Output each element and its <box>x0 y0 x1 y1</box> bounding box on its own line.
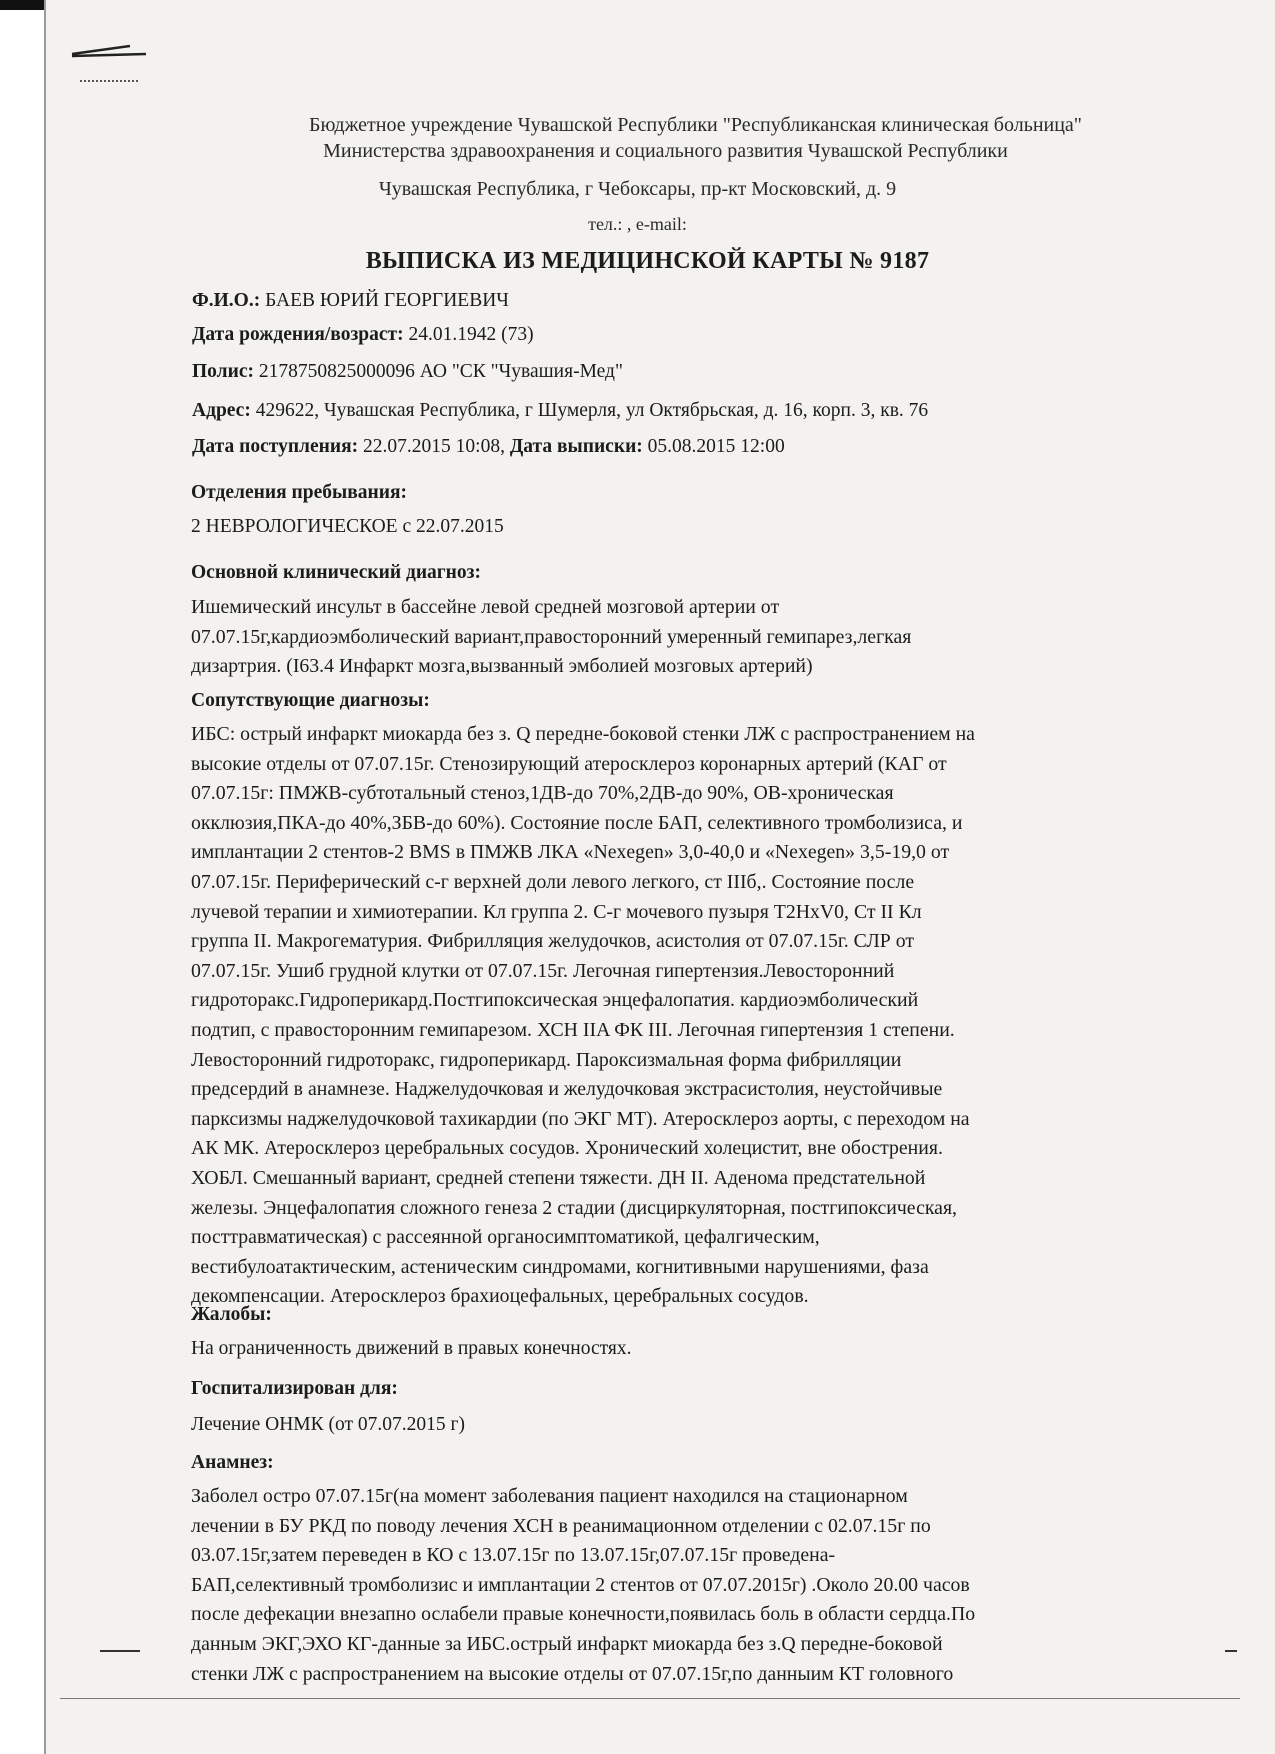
scan-top-mark <box>0 0 44 10</box>
document-title: ВЫПИСКА ИЗ МЕДИЦИНСКОЙ КАРТЫ № 9187 <box>365 248 930 274</box>
hospitalization-heading: Госпитализирован для: <box>191 1378 398 1399</box>
comorbid-line: декомпенсации. Атеросклероз брахиоцефальных, церебральных сосудов. <box>191 1285 809 1308</box>
discharge-label: Дата выписки: <box>509 436 643 457</box>
complaints-value: На ограниченность движений в правых конечностях. <box>191 1338 632 1359</box>
fio-label: Ф.И.О.: <box>192 290 261 311</box>
comorbid-line: 07.07.15г. Ушиб грудной клутки от 07.07.15г. Легочная гипертензия.Левосторонний <box>191 959 895 982</box>
comorbid-line: посттравматическая) с рассеянной органосимптоматикой, цефалгическим, <box>191 1226 820 1249</box>
patient-dates-row <box>192 436 785 458</box>
anamnesis-line: данным ЭКГ,ЭХО КГ-данные за ИБС.острый инфаркт миокарда без з.Q передне-боковой <box>191 1632 943 1655</box>
header-institution: Бюджетное учреждение Чувашской Республики "Республиканская клиническая больница" <box>309 114 1082 136</box>
patient-fio-row <box>192 290 509 312</box>
pen-stroke-icon <box>70 40 150 70</box>
main-diagnosis-heading: Основной клинический диагноз: <box>191 562 481 583</box>
comorbid-line: парксизмы наджелудочковой тахикардии (по ЭКГ МТ). Атеросклероз аорты, с переходом на <box>191 1107 970 1130</box>
anamnesis-line: стенки ЛЖ с распространением на высокие отделы от 07.07.15г,по данныим КТ головного <box>191 1662 954 1685</box>
patient-policy-row <box>192 361 623 383</box>
comorbid-line: Левосторонний гидроторакс, гидроперикард. Пароксизмальная форма фибрилляции <box>191 1048 902 1071</box>
comorbid-line: 07.07.15г. Периферический с-г верхней доли левого легкого, ст IIIб,. Состояние после <box>191 870 915 893</box>
anamnesis-line: после дефекации внезапно ослабели правые конечности,появилась боль в области сердца.По <box>191 1603 976 1626</box>
header-address: Чувашская Республика, г Чебоксары, пр-кт Московский, д. 9 <box>378 178 897 200</box>
patient-address-row <box>192 400 928 422</box>
comorbid-text <box>191 720 1201 1312</box>
address-label: Адрес: <box>192 400 251 421</box>
comorbid-line: ХОБЛ. Смешанный вариант, средней степени тяжести. ДН II. Аденома предстательной <box>191 1166 926 1189</box>
comorbid-line: лучевой терапии и химиотерапии. Кл группа 2. С-г мочевого пузыря T2HxV0, Ст II Кл <box>191 900 922 923</box>
dotted-mark <box>80 80 138 82</box>
patient-dob-row <box>192 324 534 346</box>
anamnesis-line: 03.07.15г,затем переведен в КО с 13.07.15г по 13.07.15г,07.07.15г проведена- <box>191 1544 836 1567</box>
main-diagnosis-text <box>191 593 1201 682</box>
comorbid-line: окклюзия,ПКА-до 40%,ЗБВ-до 60%). Состояние после БАП, селективного тромболизиса, и <box>191 811 963 834</box>
comorbid-line: подтип, с правосторонним гемипарезом. ХСН IIA ФК III. Легочная гипертензия 1 степени. <box>191 1018 955 1041</box>
dob-label: Дата рождения/возраст: <box>192 324 404 345</box>
departments-heading: Отделения пребывания: <box>191 482 408 503</box>
main-diagnosis-line: дизартрия. (I63.4 Инфаркт мозга,вызванный эмболией мозговых артерий) <box>191 655 813 678</box>
discharge-value: 05.08.2015 12:00 <box>647 436 785 457</box>
fio-value: БАЕВ ЮРИЙ ГЕОРГИЕВИЧ <box>265 290 509 311</box>
comorbid-line: железы. Энцефалопатия сложного генеза 2 стадии (дисциркуляторная, постгипоксическая, <box>191 1196 957 1219</box>
anamnesis-heading: Анамнез: <box>191 1452 274 1473</box>
scan-mark <box>100 1650 140 1652</box>
admission-value: 22.07.2015 10:08, <box>363 436 505 457</box>
comorbid-line: группа II. Макрогематурия. Фибрилляция желудочков, асистолия от 07.07.15г. СЛР от <box>191 930 915 953</box>
comorbid-line: гидроторакс.Гидроперикард.Постгипоксическая энцефалопатия. кардиоэмболический <box>191 989 919 1012</box>
main-diagnosis-line: 07.07.15г,кардиоэмболический вариант,правосторонний умеренный гемипарез,легкая <box>191 625 912 648</box>
policy-value: 2178750825000096 АО "СК "Чувашия-Мед" <box>258 361 623 382</box>
comorbid-line: высокие отделы от 07.07.15г. Стенозирующий атеросклероз коронарных артерий (КАГ от <box>191 752 947 775</box>
bottom-rule <box>60 1698 1240 1699</box>
comorbid-line: имплантации 2 стентов-2 BMS в ПМЖВ ЛКА «Nexegen» 3,0-40,0 и «Nexegen» 3,5-19,0 от <box>191 841 950 864</box>
header-contacts: тел.: , e-mail: <box>588 214 687 234</box>
comorbid-line: ИБС: острый инфаркт миокарда без з. Q передне-боковой стенки ЛЖ с распространением на <box>191 723 975 745</box>
header-ministry: Министерства здравоохранения и социального развития Чувашской Республики <box>323 140 1008 162</box>
anamnesis-line: лечении в БУ РКД по поводу лечения ХСН в реанимационном отделении с 02.07.15г по <box>191 1514 931 1537</box>
comorbid-line: АК МК. Атеросклероз церебральных сосудов. Хронический холецистит, вне обострения. <box>191 1137 943 1160</box>
admission-label: Дата поступления: <box>192 436 359 457</box>
anamnesis-text <box>191 1482 1201 1689</box>
main-diagnosis-line: Ишемический инсульт в бассейне левой средней мозговой артерии от <box>191 596 780 618</box>
anamnesis-line: БАП,селективный тромболизис и имплантации 2 стентов от 07.07.2015г) .Около 20.00 часов <box>191 1573 970 1596</box>
complaints-heading: Жалобы: <box>191 1304 272 1325</box>
comorbid-line: вестибулоатактическим, астеническим синдромами, когнитивными нарушениями, фаза <box>191 1255 929 1278</box>
policy-label: Полис: <box>192 361 254 382</box>
address-value: 429622, Чувашская Республика, г Шумерля, ул Октябрьская, д. 16, корп. 3, кв. 76 <box>255 400 929 421</box>
scan-mark <box>1225 1650 1237 1652</box>
dob-value: 24.01.1942 (73) <box>408 324 534 345</box>
departments-value: 2 НЕВРОЛОГИЧЕСКОЕ с 22.07.2015 <box>191 516 504 537</box>
hospitalization-value: Лечение ОНМК (от 07.07.2015 г) <box>191 1414 466 1435</box>
comorbid-heading: Сопутствующие диагнозы: <box>191 690 430 711</box>
anamnesis-line: Заболел остро 07.07.15г(на момент заболевания пациент находился на стационарном <box>191 1485 908 1507</box>
comorbid-line: 07.07.15г: ПМЖВ-субтотальный стеноз,1ДВ-до 70%,2ДВ-до 90%, ОВ-хроническая <box>191 782 894 805</box>
comorbid-line: предсердий в анамнезе. Наджелудочковая и желудочковая экстрасистолия, неустойчивые <box>191 1078 943 1101</box>
